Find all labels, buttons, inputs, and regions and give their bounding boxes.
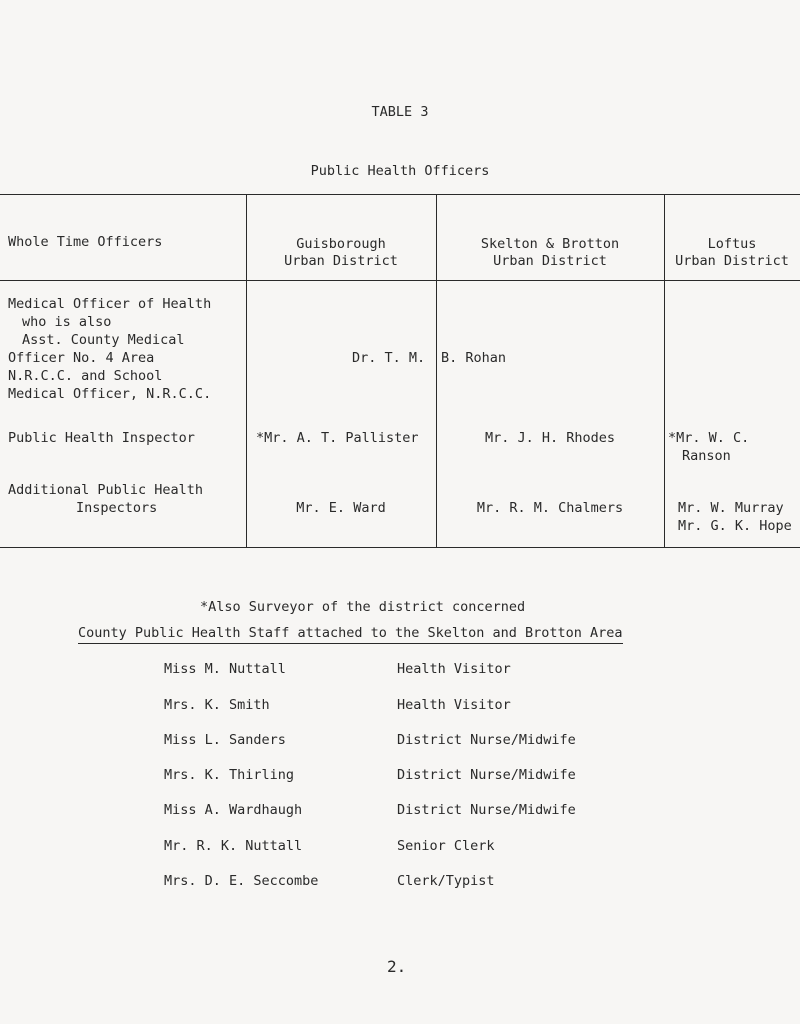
row-label-line: Inspectors [76, 500, 158, 516]
staff-name: Mrs. K. Smith [164, 697, 270, 713]
staff-name: Mrs. D. E. Seccombe [164, 873, 319, 889]
loftus-inspector-line: Ranson [682, 448, 731, 464]
guisborough-inspector: *Mr. A. T. Pallister [256, 430, 419, 446]
row-label-line: who is also [22, 314, 112, 330]
staff-role: Clerk/Typist [397, 873, 495, 889]
row-label-line: Officer No. 4 Area [8, 350, 155, 366]
row-label-line: Medical Officer of Health [8, 296, 212, 312]
table-header-rule [0, 280, 800, 281]
skelton-medical-officer: B. Rohan [441, 350, 507, 366]
header-loftus-1: Loftus [707, 236, 757, 252]
header-guisborough-1: Guisborough [296, 236, 386, 252]
loftus-inspector-line: *Mr. W. C. [668, 430, 750, 446]
loftus-additional-inspector-line: Mr. W. Murray [678, 500, 784, 516]
skelton-additional-inspector: Mr. R. M. Chalmers [476, 500, 624, 516]
header-whole-time-officers: Whole Time Officers [8, 234, 163, 250]
skelton-inspector: Mr. J. H. Rhodes [484, 430, 616, 446]
table-top-rule [0, 194, 800, 195]
staff-role: Health Visitor [397, 697, 511, 713]
row-label-line: Public Health Inspector [8, 430, 195, 446]
staff-name: Mr. R. K. Nuttall [164, 838, 303, 854]
loftus-additional-inspector-line: Mr. G. K. Hope [678, 518, 792, 534]
header-loftus-2: Urban District [675, 253, 789, 269]
guisborough-medical-officer: Dr. T. M. [352, 350, 426, 366]
staff-name: Mrs. K. Thirling [164, 767, 295, 783]
row-label-line: Asst. County Medical [22, 332, 185, 348]
staff-role: Health Visitor [397, 661, 511, 677]
row-label-line: Medical Officer, N.R.C.C. [8, 386, 212, 402]
staff-role: District Nurse/Midwife [397, 767, 576, 783]
staff-name: Miss L. Sanders [164, 732, 286, 748]
staff-role: District Nurse/Midwife [397, 802, 576, 818]
row-label-line: N.R.C.C. and School [8, 368, 163, 384]
row-label-line: Additional Public Health [8, 482, 204, 498]
header-skelton-2: Urban District [493, 253, 607, 269]
table-title: Public Health Officers [310, 163, 490, 179]
footnote: *Also Surveyor of the district concerned [200, 599, 526, 615]
header-skelton-1: Skelton & Brotton [480, 236, 620, 252]
page-number: 2. [387, 957, 407, 976]
header-guisborough-2: Urban District [284, 253, 398, 269]
staff-role: District Nurse/Midwife [397, 732, 576, 748]
staff-role: Senior Clerk [397, 838, 495, 854]
staff-name: Miss A. Wardhaugh [164, 802, 303, 818]
staff-name: Miss M. Nuttall [164, 661, 286, 677]
guisborough-additional-inspector: Mr. E. Ward [296, 500, 386, 516]
staff-heading: County Public Health Staff attached to the Skelton and Brotton Area [78, 625, 623, 644]
table-bottom-rule [0, 547, 800, 548]
table-label: TABLE 3 [371, 104, 429, 120]
